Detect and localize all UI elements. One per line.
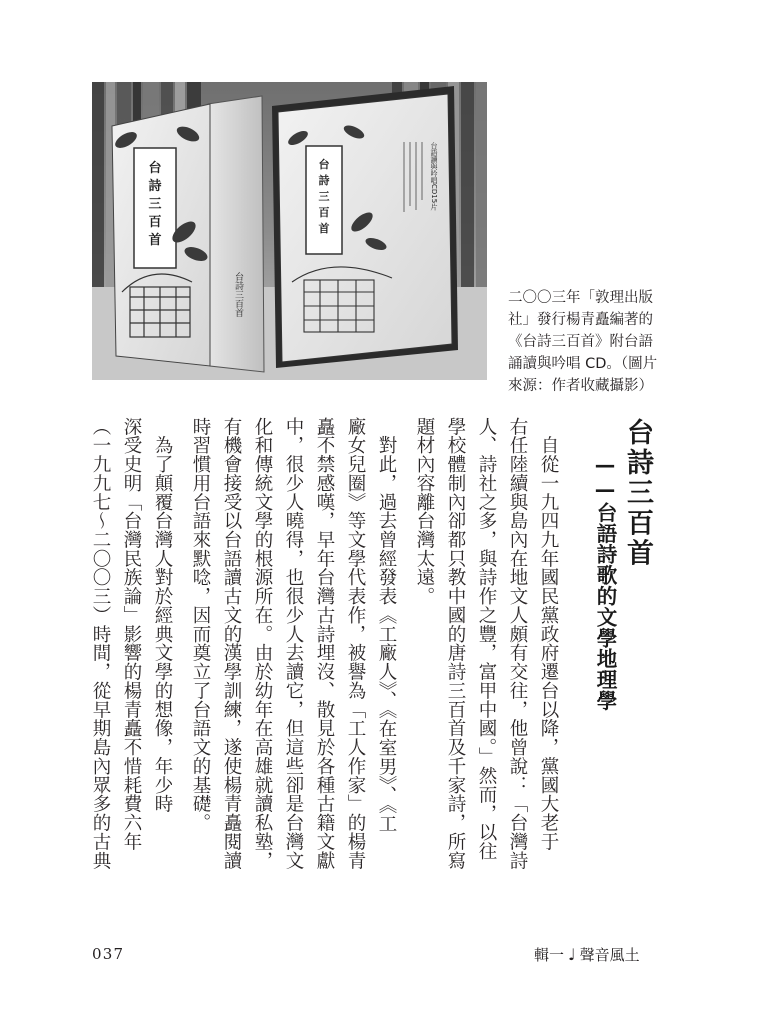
body-line: （一九九七～二〇〇三）時間，從早期島內眾多的古典	[90, 417, 111, 870]
body-line: 為了顛覆台灣人對於經典文學的想像，年少時	[152, 417, 173, 814]
cover-title-text: 台	[148, 161, 162, 176]
body-line: 時習慣用台語來默唸，因而奠立了台語文的基礎。	[190, 417, 211, 833]
caption-line: 誦讀與吟唱 CD。（圖片	[508, 356, 658, 372]
body-line: 有機會接受以台語讀古文的漢學訓練，遂使楊青矗閱讀	[221, 417, 242, 870]
body-line: 人、詩社之多，與詩作之豐，富甲中國。」然而，以往	[476, 417, 497, 861]
body-line: 中，很少人曉得，也很少人去讀它，但這些卻是台灣文	[283, 417, 304, 870]
running-head	[534, 944, 640, 965]
article-subtitle: ——台語詩歌的文學地理學	[593, 453, 617, 711]
spine-title: 台詩三百首	[233, 272, 243, 317]
svg-text:台: 台	[318, 158, 330, 171]
svg-text:詩: 詩	[318, 174, 330, 187]
body-line: 深受史明「台灣民族論」影響的楊青矗不惜耗費六年	[121, 417, 142, 852]
svg-text:百: 百	[148, 215, 162, 230]
page-number: 037	[92, 945, 125, 963]
body-line: 右任陸續與島內在地文人頗有交往，他曾說：「台灣詩	[507, 417, 528, 870]
photo-caption	[508, 287, 688, 397]
section-label: 輯一	[534, 946, 565, 964]
book-photo	[92, 82, 487, 380]
body-line: 對此，過去曾經發表《工廠人》、《在室男》、《工	[376, 417, 397, 833]
body-line: 自從一九四九年國民黨政府遷台以降，黨國大老于	[538, 417, 559, 852]
caption-line: 來源：作者收藏攝影）	[508, 378, 653, 394]
svg-text:首: 首	[148, 233, 162, 248]
svg-text:百: 百	[318, 206, 330, 219]
caption-line: 社」發行楊青矗編著的	[508, 312, 653, 328]
body-line: 題材內容離台灣太遠。	[414, 417, 435, 606]
body-line: 化和傳統文學的根源所在。由於幼年在高雄就讀私塾，	[252, 417, 273, 870]
cd-label: 台語讀與吟唱CD15片	[430, 142, 438, 211]
body-line: 廠女兒圈》等文學代表作，被譽為「工人作家」的楊青	[345, 417, 366, 870]
caption-line: 《台詩三百首》附台語	[508, 334, 653, 350]
svg-text:三: 三	[148, 197, 162, 212]
body-line: 矗不禁感嘆，早年台灣古詩埋沒、散見於各種古籍文獻	[314, 417, 335, 870]
article-title: 台詩三百首	[622, 418, 653, 570]
music-note-icon: ♩	[568, 944, 576, 964]
caption-line: 二〇〇三年「敦理出版	[508, 290, 653, 306]
svg-text:詩: 詩	[148, 179, 162, 194]
svg-text:三: 三	[318, 190, 330, 203]
svg-text:首: 首	[318, 222, 330, 235]
section-title: 聲音風土	[579, 946, 640, 964]
body-line: 學校體制內卻都只教中國的唐詩三百首及千家詩，所寫	[445, 417, 466, 870]
